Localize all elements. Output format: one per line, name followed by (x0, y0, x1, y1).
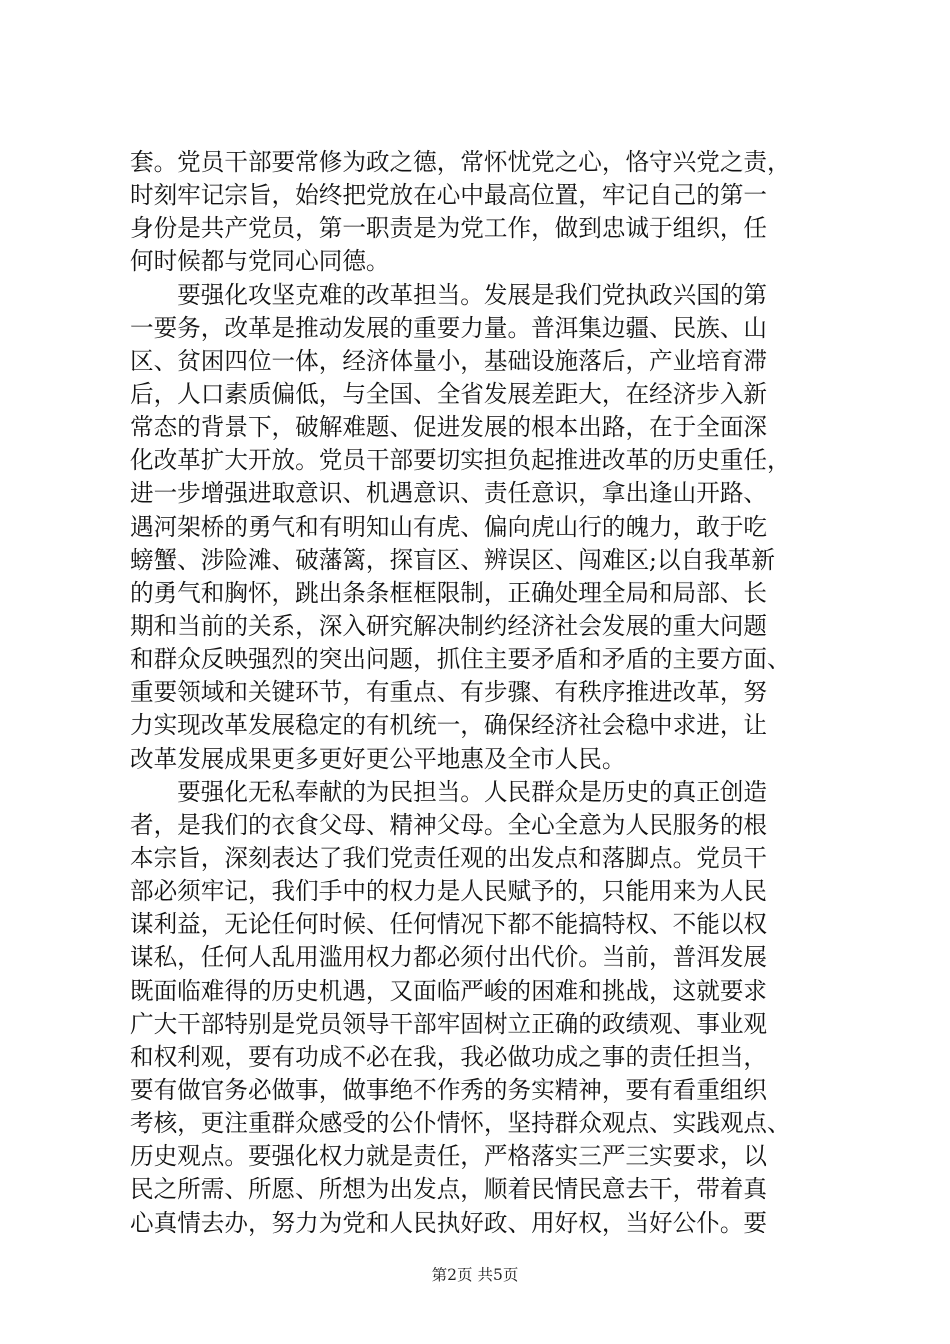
text-line: 后，人口素质偏低，与全国、全省发展差距大，在经济步入新 (130, 379, 768, 408)
text-line: 身份是共产党员，第一职责是为党工作，做到忠诚于组织，任 (130, 214, 768, 243)
text-line: 要有做官务必做事，做事绝不作秀的务实精神，要有看重组织 (130, 1075, 768, 1104)
text-line: 螃蟹、涉险滩、破藩篱，探盲区、辨误区、闯难区;以自我革新 (130, 545, 775, 574)
text-line: 谋利益，无论任何时候、任何情况下都不能搞特权、不能以权 (130, 910, 768, 939)
text-line: 何时候都与党同心同德。 (130, 247, 390, 276)
text-line: 心真情去办，努力为党和人民执好政、用好权，当好公仆。要 (130, 1208, 768, 1237)
text-line: 区、贫困四位一体，经济体量小，基础设施落后，产业培育滞 (130, 346, 768, 375)
text-line: 者，是我们的衣食父母、精神父母。全心全意为人民服务的根 (130, 810, 768, 839)
text-line: 考核，更注重群众感受的公仆情怀，坚持群众观点、实践观点、 (130, 1109, 791, 1138)
text-line: 力实现改革发展稳定的有机统一，确保经济社会稳中求进，让 (130, 711, 768, 740)
text-line: 化改革扩大开放。党员干部要切实担负起推进改革的历史重任， (130, 446, 791, 475)
page-footer: 第2页 共5页 (431, 1266, 519, 1284)
text-line: 的勇气和胸怀，跳出条条框框限制，正确处理全局和局部、长 (130, 578, 768, 607)
text-line: 部必须牢记，我们手中的权力是人民赋予的，只能用来为人民 (130, 877, 768, 906)
text-line: 进一步增强进取意识、机遇意识、责任意识，拿出逢山开路、 (130, 479, 768, 508)
text-line: 本宗旨，深刻表达了我们党责任观的出发点和落脚点。党员干 (130, 843, 768, 872)
text-line: 和群众反映强烈的突出问题，抓住主要矛盾和矛盾的主要方面、 (130, 645, 791, 674)
text-line: 期和当前的关系，深入研究解决制约经济社会发展的重大问题 (130, 611, 768, 640)
text-line: 广大干部特别是党员领导干部牢固树立正确的政绩观、事业观 (130, 1009, 768, 1038)
text-line: 改革发展成果更多更好更公平地惠及全市人民。 (130, 744, 626, 773)
text-line: 一要务，改革是推动发展的重要力量。普洱集边疆、民族、山 (130, 313, 768, 342)
text-line: 常态的背景下，破解难题、促进发展的根本出路，在于全面深 (130, 413, 768, 442)
text-line: 要强化攻坚克难的改革担当。发展是我们党执政兴国的第 (130, 280, 768, 309)
text-line: 历史观点。要强化权力就是责任，严格落实三严三实要求，以 (130, 1142, 768, 1171)
text-line: 民之所需、所愿、所想为出发点，顺着民情民意去干，带着真 (130, 1175, 768, 1204)
text-line: 遇河架桥的勇气和有明知山有虎、偏向虎山行的魄力，敢于吃 (130, 512, 768, 541)
text-line: 既面临难得的历史机遇，又面临严峻的困难和挑战，这就要求 (130, 976, 768, 1005)
text-line: 套。党员干部要常修为政之德，常怀忧党之心，恪守兴党之责， (130, 148, 791, 176)
text-line: 和权利观，要有功成不必在我，我必做功成之事的责任担当， (130, 1042, 768, 1071)
text-line: 谋私，任何人乱用滥用权力都必须付出代价。当前，普洱发展 (130, 943, 768, 972)
body-text (130, 146, 824, 1240)
text-line: 要强化无私奉献的为民担当。人民群众是历史的真正创造 (130, 777, 768, 806)
text-line: 时刻牢记宗旨，始终把党放在心中最高位置，牢记自己的第一 (130, 181, 768, 210)
text-line: 重要领域和关键环节，有重点、有步骤、有秩序推进改革，努 (130, 678, 768, 707)
